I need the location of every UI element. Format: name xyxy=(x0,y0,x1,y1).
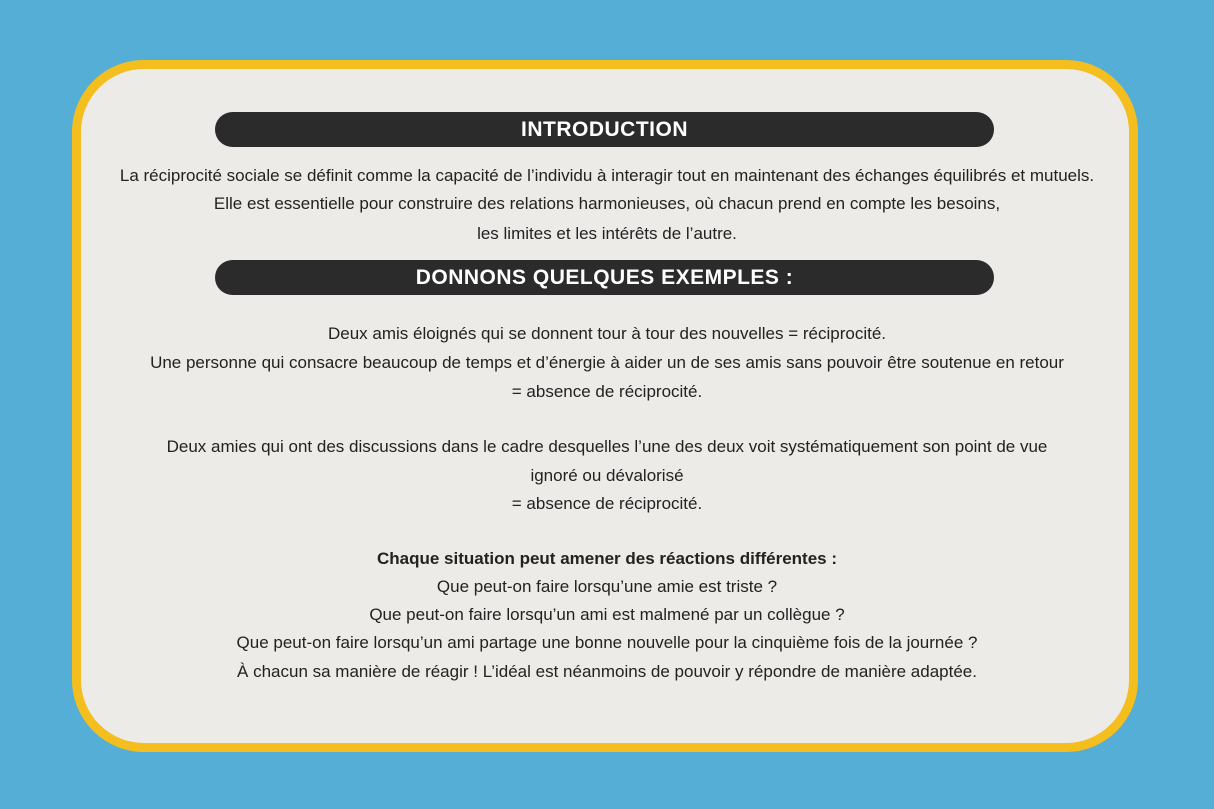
example-line: = absence de réciprocité. xyxy=(511,382,703,401)
intro-line: Elle est essentielle pour construire des relations harmonieuses, où chacun prend en compte les besoins, xyxy=(213,194,1001,213)
example-line: Une personne qui consacre beaucoup de temps et d’énergie à aider un de ses amis sans pouvoir être soutenue en retour xyxy=(150,353,1064,372)
situation-line: Que peut-on faire lorsqu’un ami est malmené par un collègue ? xyxy=(369,605,845,624)
example-line: ignoré ou dévalorisé xyxy=(530,466,684,485)
situations-title: Chaque situation peut amener des réactions différentes : xyxy=(376,549,838,568)
example-line: = absence de réciprocité. xyxy=(511,494,703,513)
situation-line: À chacun sa manière de réagir ! L’idéal est néanmoins de pouvoir y répondre de manière adaptée. xyxy=(237,662,977,681)
intro-line: La réciprocité sociale se définit comme la capacité de l’individu à interagir tout en maintenant des échanges équilibrés et mutuels. xyxy=(119,166,1095,185)
section-heading-examples: DONNONS QUELQUES EXEMPLES : xyxy=(215,260,994,295)
example-line: Deux amis éloignés qui se donnent tour à tour des nouvelles = réciprocité. xyxy=(327,324,887,343)
intro-line: les limites et les intérêts de l’autre. xyxy=(477,224,737,243)
situation-line: Que peut-on faire lorsqu’un ami partage une bonne nouvelle pour la cinquième fois de la journée ? xyxy=(236,633,978,652)
situation-line: Que peut-on faire lorsqu’une amie est triste ? xyxy=(436,577,778,596)
section-heading-introduction: INTRODUCTION xyxy=(215,112,994,147)
example-line: Deux amies qui ont des discussions dans le cadre desquelles l’une des deux voit systématiquement son point de vue xyxy=(166,437,1048,456)
